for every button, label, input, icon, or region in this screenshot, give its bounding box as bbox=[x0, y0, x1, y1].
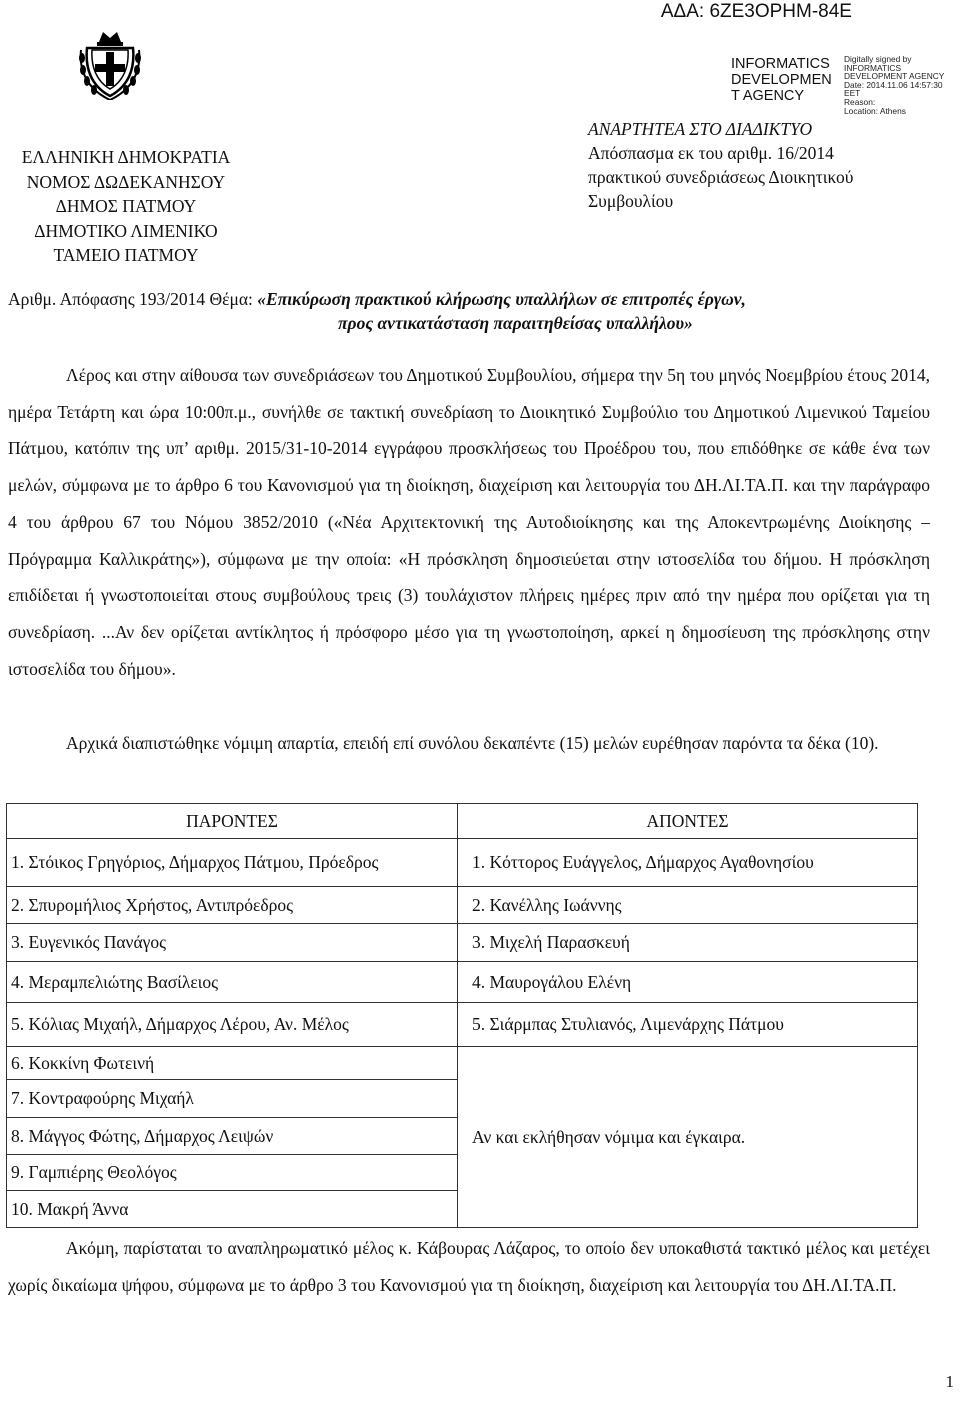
present-member: 9. Γαμπιέρης Θεολόγος bbox=[7, 1155, 458, 1191]
attendance-table bbox=[6, 803, 918, 1228]
absent-member: 1. Κόττορος Ευάγγελος, Δήμαρχος Αγαθονησίου bbox=[458, 839, 918, 887]
present-member: 6. Κοκκίνη Φωτεινή bbox=[7, 1047, 458, 1080]
posting-title: ΑΝΑΡΤΗΤΕΑ ΣΤΟ ΔΙΑΔΙΚΤΥΟ bbox=[588, 119, 813, 139]
present-header: ΠΑΡΟΝΤΕΣ bbox=[7, 804, 458, 839]
body-paragraph-1: Λέρος και στην αίθουσα των συνεδριάσεων του Δημοτικού Συμβουλίου, σήμερα την 5η του μηνός Νοεμβρίου έτους 2014, ημέρα Τετάρτη και ώρα 10:00π.μ., συνήλθε σε τακτική συνεδρίαση το Διοικητικό Συμβούλιο του Δημοτικού Λιμενικού Ταμείου Πάτμου, κατόπιν της υπ’ αριθμ. 2015/31-10-2014 εγγράφου προσκλήσεως του Προέδρου του, που επιδόθηκε σε κάθε ένα των μελών, σύμφωνα με το άρθρο 6 του Κανονισμού για τη διοίκηση, διαχείριση και λειτουργία του ΔΗ.ΛΙ.ΤΑ.Π. και την παράγραφο 4 του άρθρου 67 του Νόμου 3852/2010 («Νέα Αρχιτεκτονική της Αυτοδιοίκησης και της Αποκεντρωμένης Διοίκησης – Πρόγραμμα Καλλικράτης»), σύμφωνα με την οποία: «Η πρόσκληση δημοσιεύεται στην ιστοσελίδα του δήμου. Η πρόσκληση επιδίδεται ή γνωστοποιείται στους συμβούλους τρεις (3) τουλάχιστον πλήρεις ημέρες πριν από την ημέρα που ορίζεται για τη συνεδρίαση. ...Αν δεν ορίζεται αντίκλητος ή πρόσφορο μέσο για τη γνωστοποίηση, αρκεί η δημοσίευση της πρόσκλησης στην ιστοσελίδα του δήμου». bbox=[8, 365, 930, 679]
present-member: 7. Κοντραφούρης Μιχαήλ bbox=[7, 1080, 458, 1118]
absent-header: ΑΠΟΝΤΕΣ bbox=[458, 804, 918, 839]
absent-member: 3. Μιχελή Παρασκευή bbox=[458, 924, 918, 962]
present-member: 5. Κόλιας Μιχαήλ, Δήμαρχος Λέρου, Αν. Μέλος bbox=[7, 1003, 458, 1047]
present-member: 2. Σπυρομήλιος Χρήστος, Αντιπρόεδρος bbox=[7, 887, 458, 924]
body-paragraph-2: Αρχικά διαπιστώθηκε νόμιμη απαρτία, επειδή επί συνόλου δεκαπέντε (15) μελών ευρέθησαν παρόντα τα δέκα (10). bbox=[66, 733, 879, 753]
signature-details: Digitally signed by INFORMATICS DEVELOPMENT AGENCY Date: 2014.11.06 14:57:30 EET Reason: Location: Athens bbox=[844, 54, 945, 116]
signature-agency: INFORMATICS DEVELOPMEN T AGENCY bbox=[731, 56, 832, 104]
decision-subject: Αριθμ. Απόφασης 193/2014 Θέμα: «Επικύρωση πρακτικού κλήρωσης υπαλλήλων σε επιτροπές έργων, προς αντικατάσταση παραιτηθείσας υπαλλήλου» bbox=[8, 289, 746, 333]
body-paragraph-3: Ακόμη, παρίσταται το αναπληρωματικό μέλος κ. Κάβουρας Λάζαρος, το οποίο δεν υποκαθιστά τακτικό μέλος και μετέχει χωρίς δικαίωμα ψήφου, σύμφωνα με το άρθρο 3 του Κανονισμού για τη διοίκηση, διαχείριση και λειτουργία του ΔΗ.ΛΙ.ΤΑ.Π. bbox=[8, 1238, 930, 1295]
absent-member: 5. Σιάρμπας Στυλιανός, Λιμενάρχης Πάτμου bbox=[458, 1003, 918, 1047]
absent-member: 2. Κανέλλης Ιωάννης bbox=[458, 887, 918, 924]
sender-block: ΕΛΛΗΝΙΚΗ ΔΗΜΟΚΡΑΤΙΑ ΝΟΜΟΣ ΔΩΔΕΚΑΝΗΣΟΥ ΔΗΜΟΣ ΠΑΤΜΟΥ ΔΗΜΟΤΙΚΟ ΛΙΜΕΝΙΚΟ ΤΑΜΕΙΟ ΠΑΤΜΟΥ bbox=[21, 147, 231, 265]
absent-note: Αν και εκλήθησαν νόμιμα και έγκαιρα. bbox=[458, 1047, 918, 1228]
greek-coat-of-arms-icon bbox=[77, 28, 143, 100]
page-number: 1 bbox=[945, 1372, 954, 1391]
present-member: 3. Ευγενικός Πανάγος bbox=[7, 924, 458, 962]
present-member: 10. Μακρή Άννα bbox=[7, 1191, 458, 1228]
ada-code: ΑΔΑ: 6ΖΕ3ΟΡΗΜ-84Ε bbox=[660, 1, 852, 22]
present-member: 1. Στόικος Γρηγόριος, Δήμαρχος Πάτμου, Πρόεδρος bbox=[7, 839, 458, 887]
posting-block: ΑΝΑΡΤΗΤΕΑ ΣΤΟ ΔΙΑΔΙΚΤΥΟ Απόσπασμα εκ του αριθμ. 16/2014 πρακτικού συνεδριάσεως Διοικητικού Συμβουλίου bbox=[588, 119, 854, 211]
present-member: 4. Μεραμπελιώτης Βασίλειος bbox=[7, 962, 458, 1003]
absent-member: 4. Μαυρογάλου Ελένη bbox=[458, 962, 918, 1003]
present-member: 8. Μάγγος Φώτης, Δήμαρχος Λειψών bbox=[7, 1118, 458, 1155]
